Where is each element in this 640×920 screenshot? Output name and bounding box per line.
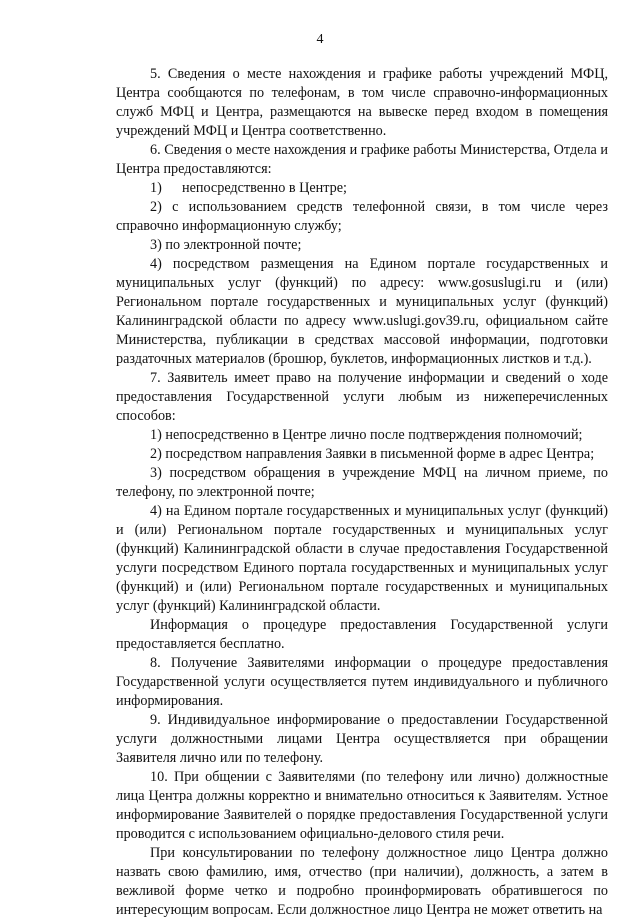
paragraph-6: 6. Сведения о месте нахождения и графике работы Министерства, Отдела и Центра предоставляются: [116, 142, 608, 177]
list-item-6-2: 2) с использованием средств телефонной связи, в том числе через справочно информационную службу; [116, 199, 608, 234]
paragraph-10: 10. При общении с Заявителями (по телефону или лично) должностные лица Центра должны корректно и внимательно относиться к Заявителям. Устное информирование Заявителей о порядке предоставления Государственной услуги проводится с использованием официально-делового стиля речи. [116, 769, 608, 842]
list-item-6-4: 4) посредством размещения на Едином портале государственных и муниципальных услуг (функций) по адресу: www.gosuslugi.ru и (или) Региональном портале государственных и муниципальных услуг (функций) Калининградской области по адресу www.uslugi.gov39.ru, официальном сайте Министерства, публикации в средствах массовой информации, подготовки раздаточных материалов (брошюр, буклетов, информационных листков и т.д.). [116, 256, 608, 367]
list-item-number: 1) [150, 180, 162, 196]
paragraph-9: 9. Индивидуальное информирование о предоставлении Государственной услуги должностными лицами Центра осуществляется при обращении Заявителя лично или по телефону. [116, 712, 608, 766]
list-item-6-1 [116, 179, 608, 198]
paragraph-7: 7. Заявитель имеет право на получение информации и сведений о ходе предоставления Государственной услуги любым из нижеперечисленных способов: [116, 370, 608, 424]
page-number: 4 [316, 32, 324, 47]
list-item-7-1: 1) непосредственно в Центре лично после подтверждения полномочий; [150, 427, 583, 443]
document-body [116, 65, 608, 920]
paragraph-8: 8. Получение Заявителями информации о процедуре предоставления Государственной услуги осуществляется путем индивидуального и публичного информирования. [116, 655, 608, 709]
list-item-7-4: 4) на Едином портале государственных и муниципальных услуг (функций) и (или) Региональном портале государственных и муниципальных услуг (функций) Калининградской области в случае предоставления Государственной услуги посредством Единого портала государственных и муниципальных услуг (функций) и (или) Региональном портале государственных и муниципальных услуг (функций) Калининградской области. [116, 503, 608, 614]
paragraph-consulting: При консультировании по телефону должностное лицо Центра должно назвать свою фамилию, имя, отчество (при наличии), должность, а затем в вежливой форме четко и подробно проинформировать обратившегося по интересующим вопросам. Если должностное лицо Центра не может ответить на [116, 845, 608, 918]
list-item-7-3: 3) посредством обращения в учреждение МФЦ на личном приеме, по телефону, по электронной почте; [116, 465, 608, 500]
list-item-text: непосредственно в Центре; [182, 180, 347, 196]
list-item-6-3: 3) по электронной почте; [150, 237, 302, 253]
paragraph-info-free: Информация о процедуре предоставления Государственной услуги предоставляется бесплатно. [116, 617, 608, 652]
list-item-7-2: 2) посредством направления Заявки в письменной форме в адрес Центра; [150, 446, 595, 462]
paragraph-5: 5. Сведения о месте нахождения и графике работы учреждений МФЦ, Центра сообщаются по телефонам, в том числе справочно-информационных служб МФЦ и Центра, размещаются на вывеске перед входом в помещения учреждений МФЦ и Центра соответственно. [116, 66, 608, 139]
